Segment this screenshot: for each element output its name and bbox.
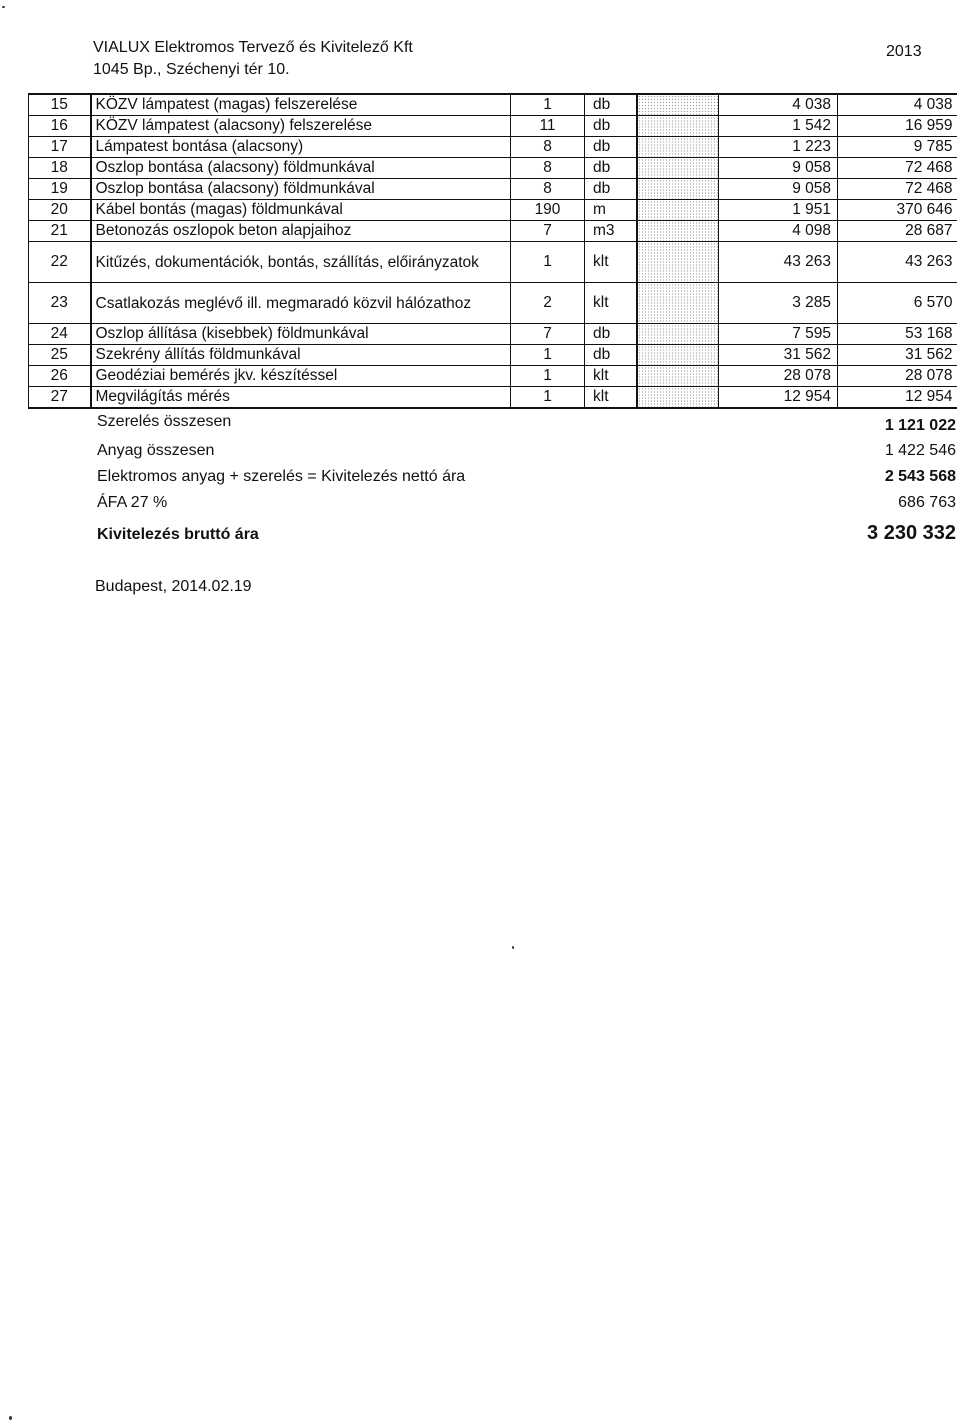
- row-total: 16 959: [838, 116, 957, 137]
- row-number: 17: [29, 137, 91, 158]
- row-total: 28 078: [838, 366, 957, 387]
- row-unit-price: 1 951: [719, 200, 838, 221]
- row-shaded-cell: [637, 242, 719, 283]
- row-description: Lámpatest bontása (alacsony): [91, 137, 511, 158]
- table-row: [29, 158, 957, 179]
- row-unit-price: 4 038: [719, 94, 838, 116]
- row-shaded-cell: [637, 387, 719, 409]
- row-unit: db: [585, 137, 637, 158]
- cost-table: [28, 93, 957, 409]
- row-quantity: 8: [511, 179, 585, 200]
- row-total: 43 263: [838, 242, 957, 283]
- row-number: 15: [29, 94, 91, 116]
- table-row: [29, 116, 957, 137]
- table-row: [29, 283, 957, 324]
- row-unit-price: 28 078: [719, 366, 838, 387]
- row-number: 23: [29, 283, 91, 324]
- row-total: 9 785: [838, 137, 957, 158]
- row-total: 28 687: [838, 221, 957, 242]
- row-total: 31 562: [838, 345, 957, 366]
- place-and-date: Budapest, 2014.02.19: [95, 578, 252, 595]
- row-shaded-cell: [637, 283, 719, 324]
- row-description: Geodéziai bemérés jkv. készítéssel: [91, 366, 511, 387]
- row-description: Kitűzés, dokumentációk, bontás, szállítás, előirányzatok: [91, 242, 511, 283]
- row-description: Oszlop állítása (kisebbek) földmunkával: [91, 324, 511, 345]
- row-number: 20: [29, 200, 91, 221]
- row-unit-price: 31 562: [719, 345, 838, 366]
- row-total: 72 468: [838, 158, 957, 179]
- row-total: 53 168: [838, 324, 957, 345]
- gross-price-value: 3 230 332: [867, 522, 956, 544]
- material-total-value: 1 422 546: [884, 442, 956, 459]
- row-unit-price: 3 285: [719, 283, 838, 324]
- row-unit: klt: [585, 283, 637, 324]
- row-quantity: 8: [511, 158, 585, 179]
- row-unit-price: 9 058: [719, 158, 838, 179]
- row-description: KÖZV lámpatest (alacsony) felszerelése: [91, 116, 511, 137]
- row-quantity: 2: [511, 283, 585, 324]
- row-number: 24: [29, 324, 91, 345]
- row-total: 12 954: [838, 387, 957, 409]
- table-row: [29, 345, 957, 366]
- table-row: [29, 366, 957, 387]
- row-unit: db: [585, 345, 637, 366]
- row-quantity: 8: [511, 137, 585, 158]
- row-unit: db: [585, 179, 637, 200]
- table-row: [29, 137, 957, 158]
- row-shaded-cell: [637, 94, 719, 116]
- row-shaded-cell: [637, 179, 719, 200]
- row-unit: db: [585, 94, 637, 116]
- row-unit: m3: [585, 221, 637, 242]
- row-shaded-cell: [637, 200, 719, 221]
- row-quantity: 1: [511, 345, 585, 366]
- row-description: Oszlop bontása (alacsony) földmunkával: [91, 158, 511, 179]
- table-row: [29, 221, 957, 242]
- row-unit-price: 1 542: [719, 116, 838, 137]
- row-number: 27: [29, 387, 91, 409]
- row-quantity: 7: [511, 324, 585, 345]
- table-row: [29, 242, 957, 283]
- row-number: 18: [29, 158, 91, 179]
- row-total: 4 038: [838, 94, 957, 116]
- scan-speck: [2, 6, 5, 8]
- row-unit: db: [585, 158, 637, 179]
- row-description: Megvilágítás mérés: [91, 387, 511, 409]
- row-quantity: 11: [511, 116, 585, 137]
- net-price-value: 2 543 568: [884, 468, 956, 485]
- row-description: KÖZV lámpatest (magas) felszerelése: [91, 94, 511, 116]
- row-number: 21: [29, 221, 91, 242]
- row-unit-price: 4 098: [719, 221, 838, 242]
- installation-total-value: 1 121 022: [884, 417, 956, 434]
- vat-label: ÁFA 27 %: [97, 494, 168, 511]
- row-unit-price: 12 954: [719, 387, 838, 409]
- row-number: 26: [29, 366, 91, 387]
- row-description: Oszlop bontása (alacsony) földmunkával: [91, 179, 511, 200]
- row-number: 22: [29, 242, 91, 283]
- row-quantity: 1: [511, 366, 585, 387]
- row-number: 16: [29, 116, 91, 137]
- installation-total-label: Szerelés összesen: [97, 413, 232, 430]
- row-unit: db: [585, 116, 637, 137]
- row-shaded-cell: [637, 221, 719, 242]
- row-shaded-cell: [637, 324, 719, 345]
- row-unit: db: [585, 324, 637, 345]
- row-unit: klt: [585, 366, 637, 387]
- row-unit-price: 7 595: [719, 324, 838, 345]
- scan-speck: [9, 1416, 12, 1420]
- net-price-label: Elektromos anyag + szerelés = Kivitelezés nettó ára: [97, 468, 466, 485]
- table-row: [29, 200, 957, 221]
- document-year: 2013: [886, 43, 922, 60]
- row-total: 6 570: [838, 283, 957, 324]
- row-unit-price: 9 058: [719, 179, 838, 200]
- row-unit-price: 43 263: [719, 242, 838, 283]
- row-description: Szekrény állítás földmunkával: [91, 345, 511, 366]
- row-description: Kábel bontás (magas) földmunkával: [91, 200, 511, 221]
- row-number: 19: [29, 179, 91, 200]
- scan-speck: [512, 946, 514, 949]
- row-shaded-cell: [637, 366, 719, 387]
- row-shaded-cell: [637, 158, 719, 179]
- row-unit-price: 1 223: [719, 137, 838, 158]
- company-address: 1045 Bp., Széchenyi tér 10.: [93, 61, 290, 78]
- row-unit: m: [585, 200, 637, 221]
- table-row: [29, 179, 957, 200]
- row-unit: klt: [585, 242, 637, 283]
- row-description: Betonozás oszlopok beton alapjaihoz: [91, 221, 511, 242]
- gross-price-label: Kivitelezés bruttó ára: [97, 526, 259, 543]
- row-quantity: 190: [511, 200, 585, 221]
- row-number: 25: [29, 345, 91, 366]
- table-row: [29, 387, 957, 409]
- vat-value: 686 763: [898, 494, 956, 511]
- row-total: 370 646: [838, 200, 957, 221]
- row-unit: klt: [585, 387, 637, 409]
- row-total: 72 468: [838, 179, 957, 200]
- company-name: VIALUX Elektromos Tervező és Kivitelező Kft: [93, 39, 413, 56]
- row-shaded-cell: [637, 116, 719, 137]
- row-quantity: 1: [511, 387, 585, 409]
- material-total-label: Anyag összesen: [97, 442, 215, 459]
- table-row: [29, 324, 957, 345]
- table-row: [29, 94, 957, 116]
- row-quantity: 1: [511, 94, 585, 116]
- row-quantity: 7: [511, 221, 585, 242]
- row-description: Csatlakozás meglévő ill. megmaradó közvil hálózathoz: [91, 283, 511, 324]
- row-shaded-cell: [637, 345, 719, 366]
- row-shaded-cell: [637, 137, 719, 158]
- row-quantity: 1: [511, 242, 585, 283]
